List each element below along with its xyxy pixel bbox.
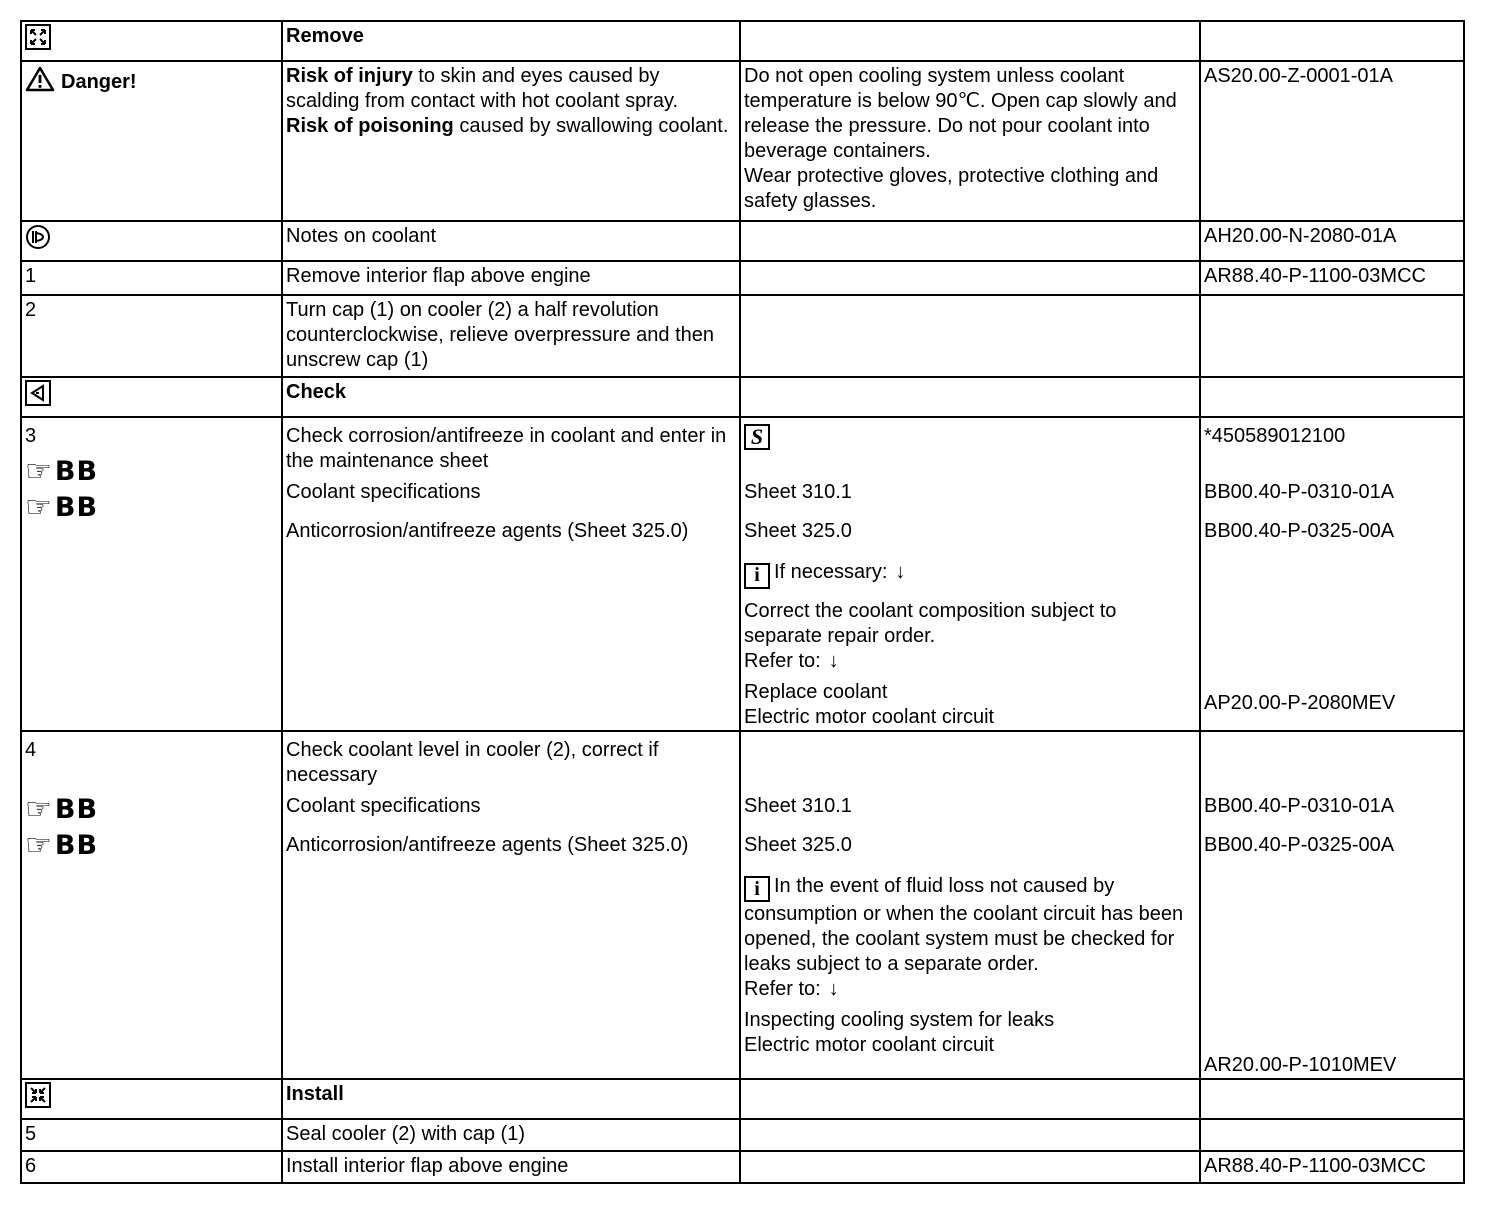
disassemble-arrows-icon bbox=[25, 24, 51, 50]
spec-sheet: Sheet 310.1 bbox=[744, 481, 852, 503]
bb-label: BB bbox=[54, 455, 99, 487]
coolant-spec-text: Coolant specifications bbox=[286, 481, 481, 503]
coolant-spec-text: Coolant specifications bbox=[286, 794, 481, 817]
step-ref: AR88.40-P-1100-03MCC bbox=[1204, 265, 1426, 287]
table-row-step-4 bbox=[21, 731, 1464, 1079]
warning-triangle-icon bbox=[25, 66, 55, 99]
anti-ref: BB00.40-P-0325-00A bbox=[1204, 833, 1395, 856]
info-icon: i bbox=[744, 876, 770, 902]
assemble-arrows-icon bbox=[25, 1082, 51, 1108]
pointing-hand-icon: ☞ bbox=[25, 828, 53, 863]
danger-measures-2: Wear protective gloves, protective clothing and safety glasses. bbox=[744, 165, 1159, 212]
pointing-hand-icon: ☞ bbox=[25, 489, 53, 525]
step-text: Check corrosion/antifreeze in coolant and enter in the maintenance sheet bbox=[286, 425, 727, 472]
step-text: Seal cooler (2) with cap (1) bbox=[286, 1122, 525, 1145]
section-title-install: Install bbox=[286, 1082, 344, 1105]
spec-ref: BB00.40-P-0310-01A bbox=[1204, 481, 1395, 503]
pointing-hand-icon: ☞ bbox=[25, 792, 53, 827]
spec-ref: BB00.40-P-0310-01A bbox=[1204, 794, 1395, 817]
risk-injury-rest: to skin and eyes caused by scalding from contact with hot coolant spray. bbox=[286, 65, 679, 112]
risk-poisoning-text bbox=[286, 114, 733, 139]
replace-line-2: Electric motor coolant circuit bbox=[744, 705, 995, 728]
procedure-table bbox=[20, 20, 1465, 1184]
risk-injury-bold: Risk of injury bbox=[286, 65, 413, 87]
danger-ref: AS20.00-Z-0001-01A bbox=[1204, 65, 1394, 87]
step-text: Install interior flap above engine bbox=[286, 1154, 569, 1177]
step-number: 2 bbox=[25, 299, 37, 321]
bb-label: BB bbox=[54, 794, 99, 825]
bb-reference-2 bbox=[25, 489, 275, 525]
anti-sheet: Sheet 325.0 bbox=[744, 833, 852, 856]
anticorrosion-text: Anticorrosion/antifreeze agents (Sheet 325.0) bbox=[286, 833, 689, 856]
table-row-check bbox=[21, 377, 1464, 417]
table-row-remove bbox=[21, 21, 1464, 61]
correct-text: Correct the coolant composition subject to separate repair order. bbox=[744, 599, 1117, 647]
table-row-step-3 bbox=[21, 417, 1464, 731]
info-text: If necessary: bbox=[774, 561, 888, 583]
section-title-remove: Remove bbox=[286, 25, 364, 47]
step-number: 6 bbox=[25, 1154, 37, 1177]
notes-ref: AH20.00-N-2080-01A bbox=[1204, 225, 1397, 247]
table-row-install bbox=[21, 1079, 1464, 1119]
notes-circle-icon bbox=[25, 224, 51, 257]
bb-reference-1 bbox=[25, 453, 275, 489]
table-row-danger bbox=[21, 61, 1464, 221]
anti-sheet: Sheet 325.0 bbox=[744, 520, 852, 542]
step-number: 3 bbox=[25, 425, 37, 447]
anticorrosion-text: Anticorrosion/antifreeze agents (Sheet 325.0) bbox=[286, 520, 689, 542]
info-text: In the event of fluid loss not caused by consumption or when the coolant circuit has been opened, the coolant system must be checked for leaks subject to a separate order. bbox=[744, 874, 1184, 975]
table-row-step-5 bbox=[21, 1119, 1464, 1151]
step-text: Turn cap (1) on cooler (2) a half revolution counterclockwise, relieve overpressure and then unscrew cap (1) bbox=[286, 299, 714, 371]
bb-label: BB bbox=[54, 491, 99, 523]
step-number: 5 bbox=[25, 1122, 37, 1145]
risk-poisoning-rest: caused by swallowing coolant. bbox=[453, 115, 729, 137]
bb-reference-2 bbox=[25, 828, 275, 864]
inspect-line-1: Inspecting cooling system for leaks bbox=[744, 1009, 1055, 1031]
check-triangle-icon bbox=[25, 380, 51, 406]
refer-line bbox=[744, 649, 1193, 674]
tool-number: *450589012100 bbox=[1204, 425, 1346, 447]
refer-line bbox=[744, 977, 1193, 1002]
risk-injury-text bbox=[286, 65, 678, 112]
danger-label: Danger! bbox=[61, 71, 137, 93]
down-arrow-icon: ↓ bbox=[828, 649, 839, 672]
refer-text: Refer to: bbox=[744, 978, 821, 1000]
risk-poisoning-bold: Risk of poisoning bbox=[286, 115, 454, 137]
info-block bbox=[744, 874, 1193, 978]
step-number: 4 bbox=[25, 738, 37, 761]
bb-label: BB bbox=[54, 830, 99, 861]
down-arrow-icon: ↓ bbox=[828, 978, 839, 1000]
spec-sheet: Sheet 310.1 bbox=[744, 794, 852, 817]
replace-ref: AP20.00-P-2080MEV bbox=[1204, 692, 1396, 714]
table-row-step-2 bbox=[21, 295, 1464, 377]
info-block bbox=[744, 560, 1193, 589]
bb-reference-1 bbox=[25, 792, 275, 828]
danger-measures-1: Do not open cooling system unless coolant temperature is below 90℃. Open cap slowly and release the pressure. Do not pour coolant into beverage containers. bbox=[744, 65, 1177, 162]
table-row-step-1 bbox=[21, 261, 1464, 295]
replace-line-1: Replace coolant bbox=[744, 680, 888, 703]
table-row-step-6 bbox=[21, 1151, 1464, 1183]
table-row-notes bbox=[21, 221, 1464, 261]
step-text: Check coolant level in cooler (2), correct if necessary bbox=[286, 738, 659, 786]
inspect-ref: AR20.00-P-1010MEV bbox=[1204, 1053, 1397, 1076]
special-tool-icon: S bbox=[744, 424, 770, 450]
anti-ref: BB00.40-P-0325-00A bbox=[1204, 520, 1395, 542]
step-text: Remove interior flap above engine bbox=[286, 265, 591, 287]
refer-text: Refer to: bbox=[744, 649, 821, 672]
inspect-line-2: Electric motor coolant circuit bbox=[744, 1034, 995, 1056]
notes-text: Notes on coolant bbox=[286, 225, 437, 247]
step-ref: AR88.40-P-1100-03MCC bbox=[1204, 1154, 1426, 1177]
down-arrow-icon: ↓ bbox=[895, 561, 906, 583]
info-icon: i bbox=[744, 563, 770, 589]
section-title-check: Check bbox=[286, 381, 347, 403]
pointing-hand-icon: ☞ bbox=[25, 453, 53, 489]
step-number: 1 bbox=[25, 265, 37, 287]
